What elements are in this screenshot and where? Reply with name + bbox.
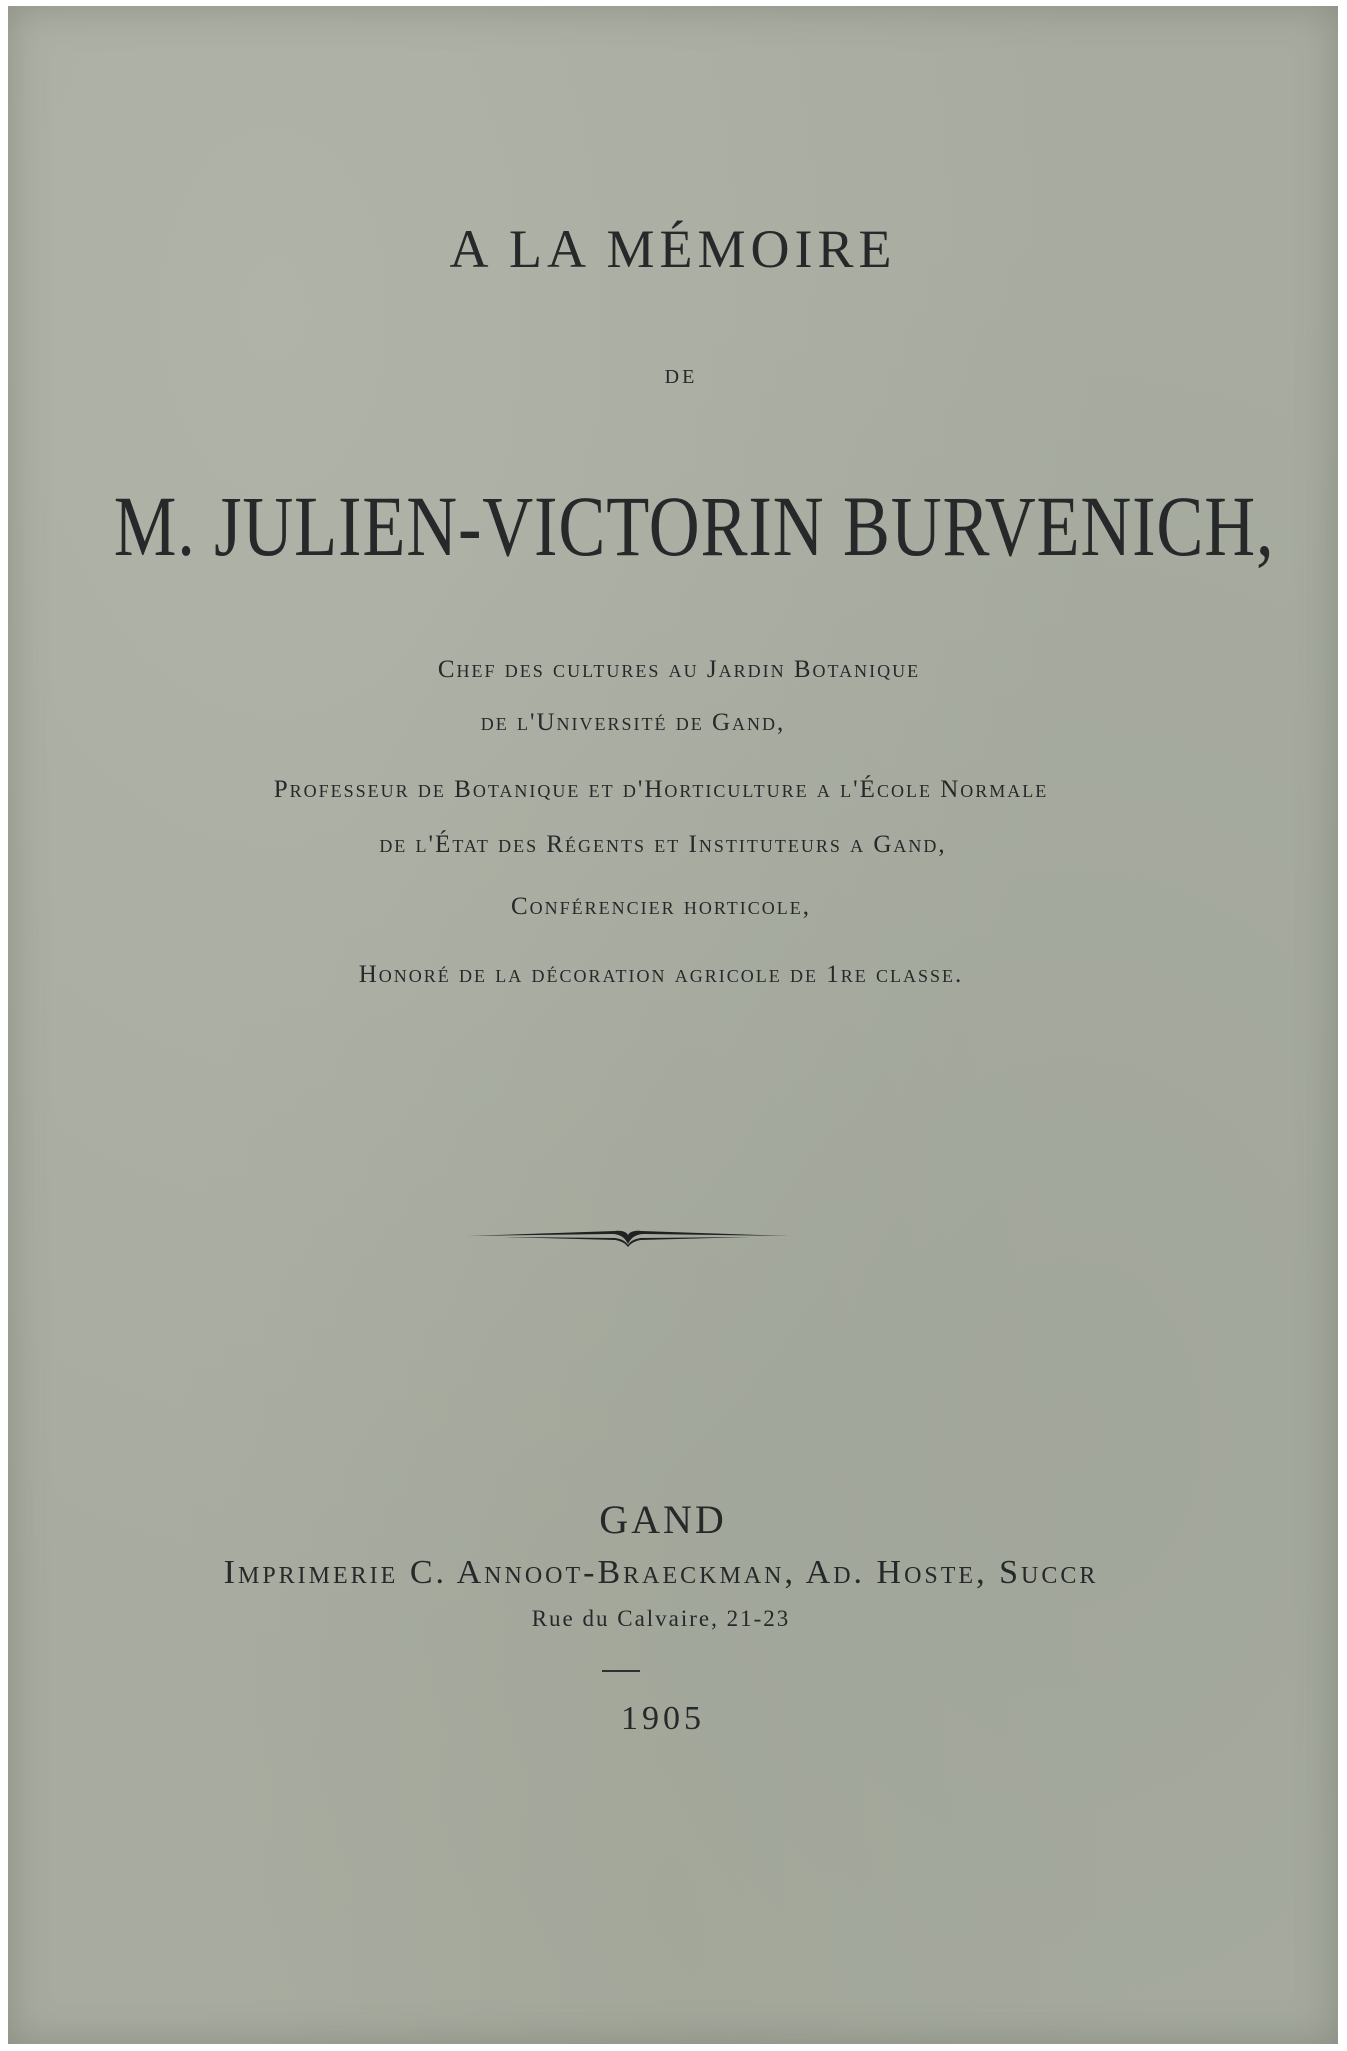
honoree-name: M. JULIEN-VICTORIN BURVENICH, <box>113 478 1275 574</box>
imprint-city: GAND <box>599 1497 727 1542</box>
imprint-divider <box>602 1670 640 1672</box>
imprint-year: 1905 <box>621 1700 705 1737</box>
title-line-5: Conférencier horticole, <box>510 893 812 920</box>
imprint-printer: Imprimerie C. Annoot-Braeckman, Ad. Hoste, Succr <box>223 1554 1099 1591</box>
title-line-6: Honoré de la décoration agricole de 1re classe. <box>358 961 964 988</box>
title-line-1: Chef des cultures au Jardin Botanique <box>437 656 921 683</box>
flourish-rule-icon <box>465 1222 791 1252</box>
title-line-3: Professeur de Botanique et d'Horticulture a l'École Normale <box>273 776 1049 803</box>
title-line-2: de l'Université de Gand, <box>480 709 786 736</box>
de-label: DE <box>664 366 698 388</box>
imprint-street: Rue du Calvaire, 21-23 <box>531 1606 791 1631</box>
memoire-heading: A LA MÉMOIRE <box>449 219 897 279</box>
title-line-4: de l'État des Régents et Instituteurs a Gand, <box>379 831 947 858</box>
title-page <box>8 6 1338 2044</box>
